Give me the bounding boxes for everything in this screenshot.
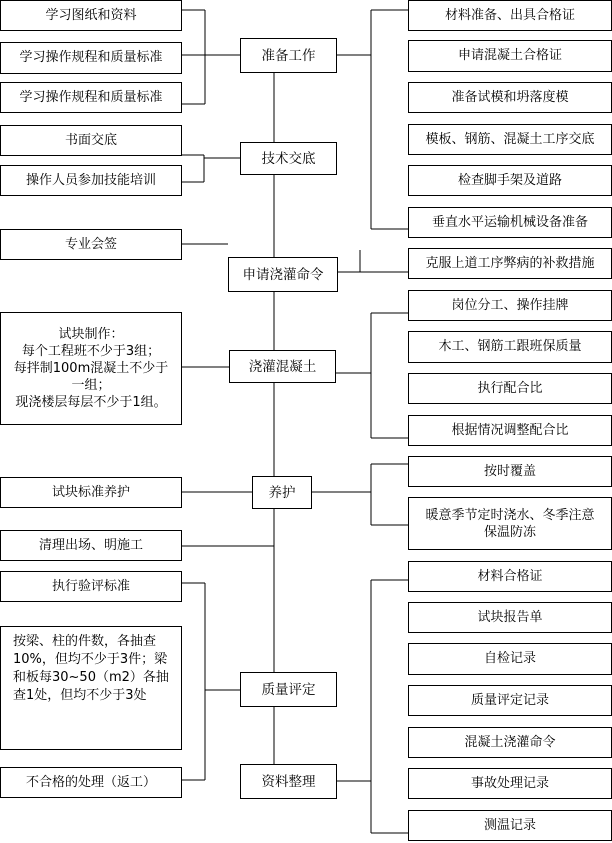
left-samples (0, 312, 182, 425)
left-rework-label: 不合格的处理（返工） (25, 774, 156, 790)
right-carpentry-label: 木工、钢筋工跟班保质量 (438, 339, 582, 354)
right-transport (408, 207, 612, 238)
right-carpentry (408, 331, 612, 363)
left-study-rules-1 (0, 42, 182, 74)
step-docs-label: 资料整理 (261, 773, 316, 790)
left-study-rules-1-label: 学习操作规程和质量标准 (19, 50, 163, 65)
left-training (0, 165, 182, 196)
right-accident (408, 768, 612, 799)
right-cover-label: 按时覆盖 (483, 463, 536, 479)
right-mix (408, 373, 612, 404)
right-temp (408, 810, 612, 841)
right-apply-cert-label: 申请混凝土合格证 (457, 48, 562, 63)
left-study-rules-2-label: 学习操作规程和质量标准 (19, 89, 163, 105)
left-sampling-label: 按梁、柱的件数，各抽查 10%，但均不少于3件；梁 和板每30~50（m2）各抽 查1处，但均不少于3处 (13, 634, 169, 703)
step-apply-label: 申请浇灌命令 (242, 266, 324, 283)
right-apply-cert (408, 40, 612, 72)
left-standard-cure-label: 试块标准养护 (51, 484, 130, 500)
step-quality (240, 672, 337, 707)
right-pour-order (408, 727, 612, 758)
right-adjust (408, 415, 612, 446)
right-molds (408, 82, 612, 113)
left-standard-cure (0, 477, 182, 508)
step-tech (240, 142, 337, 175)
right-handover (408, 124, 612, 155)
left-sampling (0, 626, 182, 750)
right-self-check-label: 自检记录 (483, 651, 536, 666)
right-molds-label: 准备试模和坍落度模 (451, 89, 569, 105)
left-written-label: 书面交底 (64, 132, 117, 148)
step-quality-label: 质量评定 (261, 681, 316, 698)
step-cure (252, 476, 312, 509)
right-warm (408, 497, 612, 550)
step-prep-label: 准备工作 (261, 47, 316, 64)
step-docs (240, 764, 337, 799)
right-scaffold-label: 检查脚手架及道路 (457, 172, 562, 188)
right-cert-label: 材料合格证 (477, 568, 543, 584)
step-prep (240, 38, 337, 73)
left-written (0, 125, 182, 156)
right-accident-label: 事故处理记录 (470, 775, 549, 791)
right-scaffold (408, 165, 612, 196)
left-cleanup-label: 清理出场、明施工 (38, 537, 143, 553)
step-pour (229, 350, 336, 383)
right-remedy-label: 克服上道工序弊病的补救措施 (425, 255, 595, 271)
right-quality-record-label: 质量评定记录 (470, 692, 549, 708)
step-pour-label: 浇灌混凝土 (248, 358, 317, 375)
step-apply (228, 257, 338, 292)
right-cover (408, 456, 612, 487)
right-test-report-label: 试块报告单 (477, 609, 543, 625)
left-training-label: 操作人员参加技能培训 (25, 172, 156, 188)
right-test-report (408, 602, 612, 633)
right-posts (408, 290, 612, 321)
right-materials (408, 0, 612, 31)
right-temp-label: 测温记录 (483, 817, 536, 833)
left-cleanup (0, 530, 182, 561)
left-countersign-label: 专业会签 (64, 236, 117, 252)
step-cure-label: 养护 (268, 484, 296, 501)
left-study-rules-2 (0, 82, 182, 113)
right-handover-label: 模板、钢筋、混凝土工序交底 (425, 131, 595, 147)
right-posts-label: 岗位分工、操作挂牌 (451, 297, 569, 313)
right-mix-label: 执行配合比 (477, 380, 543, 396)
left-samples-label: 试块制作： 每个工程班不少于3组； 每拌制100m混凝土不少于 一组； 现浇楼层每层不少于1组。 (13, 327, 169, 410)
right-transport-label: 垂直水平运输机械设备准备 (431, 214, 588, 230)
left-acceptance (0, 571, 182, 602)
right-cert (408, 561, 612, 592)
left-study-drawings-label: 学习图纸和资料 (45, 7, 137, 23)
right-warm-label: 暖意季节定时浇水、冬季注意 保温防冻 (425, 507, 595, 540)
right-materials-label: 材料准备、出具合格证 (444, 7, 575, 23)
right-self-check (408, 643, 612, 675)
left-acceptance-label: 执行验评标准 (51, 578, 130, 594)
left-study-drawings (0, 0, 182, 31)
right-remedy (408, 248, 612, 279)
left-countersign (0, 229, 182, 260)
left-rework (0, 767, 182, 798)
right-adjust-label: 根据情况调整配合比 (451, 422, 569, 438)
right-pour-order-label: 混凝土浇灌命令 (464, 734, 556, 750)
right-quality-record (408, 685, 612, 716)
step-tech-label: 技术交底 (261, 150, 316, 167)
